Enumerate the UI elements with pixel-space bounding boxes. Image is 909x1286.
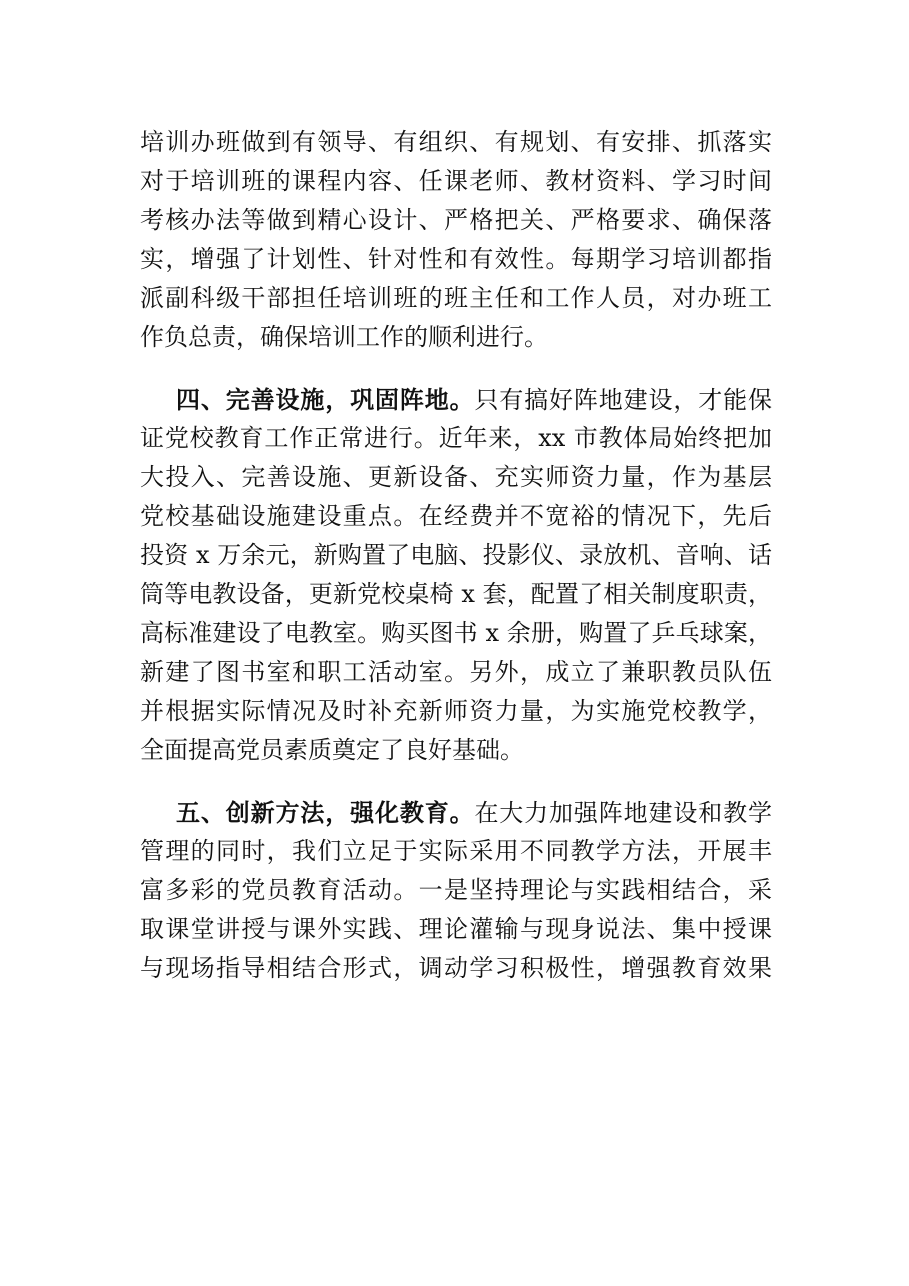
- paragraph-2: [140, 380, 772, 770]
- text-line: 培训办班做到有领导、有组织、有规划、有安排、抓落实: [140, 128, 772, 156]
- section-heading: 五、创新方法，强化教育。: [176, 798, 475, 827]
- text-line: 对于培训班的课程内容、任课老师、教材资料、学习时间: [140, 167, 772, 195]
- text-line: 实，增强了计划性、针对性和有效性。每期学习培训都指: [140, 245, 772, 273]
- text-line: 作负总责，确保培训工作的顺利进行。: [140, 323, 548, 351]
- text-line: 管理的同时，我们立足于实际采用不同教学方法，开展丰: [140, 837, 772, 865]
- section-heading: 四、完善设施，巩固阵地。: [176, 385, 475, 414]
- text-run: 只有搞好阵地建设，才能保: [474, 386, 773, 414]
- text-line: 富多彩的党员教育活动。一是坚持理论与实践相结合，采: [140, 876, 772, 904]
- paragraph-first-line: [140, 793, 772, 832]
- text-line: 高标准建设了电教室。购买图书 x 余册，购置了乒乓球案，: [140, 619, 772, 647]
- text-line: 党校基础设施建设重点。在经费并不宽裕的情况下，先后: [140, 502, 772, 530]
- paragraph-3: [140, 793, 772, 988]
- text-line: 派副科级干部担任培训班的班主任和工作人员，对办班工: [140, 284, 772, 312]
- text-line: 取课堂讲授与课外实践、理论灌输与现身说法、集中授课: [140, 915, 772, 943]
- text-line: 与现场指导相结合形式，调动学习积极性，增强教育效果: [140, 954, 772, 982]
- text-run: 在大力加强阵地建设和教学: [474, 799, 773, 827]
- text-line: 考核办法等做到精心设计、严格把关、严格要求、确保落: [140, 206, 772, 234]
- text-line: 全面提高党员素质奠定了良好基础。: [140, 736, 524, 764]
- paragraph-first-line: [140, 380, 772, 419]
- text-line: 筒等电教设备，更新党校桌椅 x 套，配置了相关制度职责，: [140, 580, 772, 608]
- paragraph-1: [140, 123, 772, 357]
- text-line: 大投入、完善设施、更新设备、充实师资力量，作为基层: [140, 463, 772, 491]
- text-line: 并根据实际情况及时补充新师资力量，为实施党校教学，: [140, 697, 772, 725]
- text-line: 新建了图书室和职工活动室。另外，成立了兼职教员队伍: [140, 658, 772, 686]
- text-line: 投资 x 万余元，新购置了电脑、投影仪、录放机、音响、话: [140, 541, 772, 569]
- text-line: 证党校教育工作正常进行。近年来，xx 市教体局始终把加: [140, 424, 772, 452]
- document-body: [140, 123, 772, 1011]
